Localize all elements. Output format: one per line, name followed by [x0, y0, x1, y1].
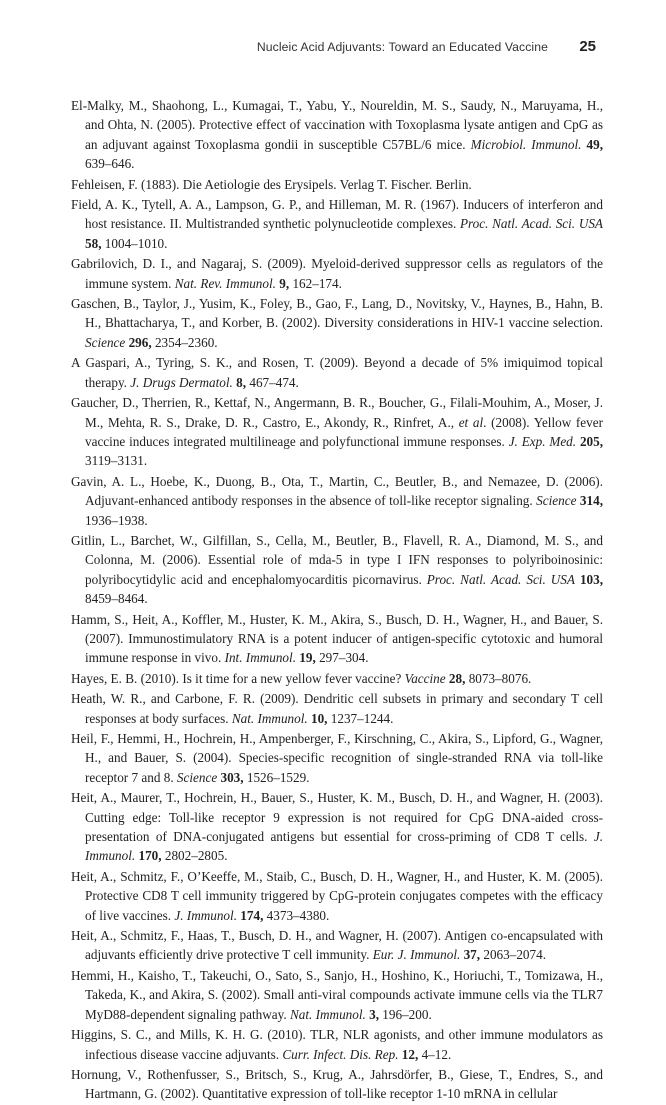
reference-journal: Nat. Immunol.: [231, 710, 308, 726]
reference-journal: Curr. Infect. Dis. Rep.: [282, 1046, 399, 1062]
reference-text: Heath, W. R., and Carbone, F. R. (2009). Dendritic cell subsets in primary and secondary T cell responses at body surfaces.: [71, 691, 603, 726]
reference-entry: [71, 531, 603, 609]
reference-entry: [71, 294, 603, 352]
reference-volume: 174,: [240, 907, 264, 923]
reference-text: Heit, A., Schmitz, F., O’Keeffe, M., Staib, C., Busch, D. H., Wagner, H., and Huster, K. M. (2005). Protective CD8 T cell immunity triggered by CpG-protein conjugates competes with the efficacy of live vaccines.: [71, 868, 603, 923]
reference-etal: et al: [458, 414, 484, 430]
reference-journal: J. Drugs Dermatol.: [130, 374, 233, 390]
reference-entry: [71, 472, 603, 530]
reference-volume: 58,: [85, 235, 102, 251]
reference-entry: [71, 353, 603, 392]
reference-volume: 49,: [586, 136, 604, 152]
reference-pages: 467–474.: [246, 374, 299, 390]
reference-journal: Int. Immunol.: [224, 650, 296, 666]
reference-entry: [71, 1025, 603, 1064]
reference-text2: . (2008). Yellow fever vaccine induces integrated multilineage and polyfunctional immune responses.: [85, 414, 603, 449]
reference-volume: 3,: [369, 1006, 379, 1022]
reference-journal: Science: [536, 493, 577, 509]
reference-volume: 37,: [463, 947, 481, 963]
reference-volume: 19,: [299, 650, 316, 666]
reference-journal: Microbiol. Immunol.: [470, 136, 582, 152]
reference-entry: [71, 254, 603, 293]
reference-text: Gitlin, L., Barchet, W., Gilfillan, S., Cella, M., Beutler, B., Flavell, R. A., Diamond, M. S., and Colonna, M. (2006). Essential role of mda-5 in type I IFN responses to polyriboinosinic: polyribocytidylic acid and encephalomyocarditis picornavirus.: [71, 532, 603, 587]
reference-journal: J. Immunol.: [85, 829, 603, 864]
reference-text: Hornung, V., Rothenfusser, S., Britsch, S., Krug, A., Jahrsdörfer, B., Giese, T., Endres, S., and Hartmann, G. (2002). Quantitative expression of toll-like receptor 1-10 mRNA in cellular: [71, 1066, 603, 1102]
reference-volume: 12,: [401, 1046, 419, 1062]
reference-entry: [71, 610, 603, 668]
running-title: Nucleic Acid Adjuvants: Toward an Educated Vaccine: [256, 40, 548, 54]
page-number: 25: [579, 38, 596, 55]
reference-text: Fehleisen, F. (1883). Die Aetiologie des Erysipels. Verlag T. Fischer. Berlin.: [71, 176, 472, 192]
reference-text: Gabrilovich, D. I., and Nagaraj, S. (2009). Myeloid-derived suppressor cells as regulators of the immune system.: [71, 256, 603, 291]
reference-journal: Science: [85, 334, 126, 350]
reference-volume: 28,: [448, 670, 466, 686]
reference-volume: 9,: [279, 275, 290, 291]
reference-pages: 196–200.: [379, 1006, 432, 1022]
reference-text: Heil, F., Hemmi, H., Hochrein, H., Ampenberger, F., Kirschning, C., Akira, S., Lipford, G., Wagner, H., and Bauer, S. (2004). Species-specific recognition of single-stranded RNA via toll-like receptor 7 and 8.: [71, 731, 603, 785]
reference-pages: 1936–1938.: [85, 512, 148, 528]
reference-pages: 3119–3131.: [85, 453, 148, 469]
reference-journal: J. Exp. Med.: [508, 433, 577, 449]
reference-text: Field, A. K., Tytell, A. A., Lampson, G. P., and Hilleman, M. R. (1967). Inducers of interferon and host resistance. II. Multistranded synthetic polynucleotide complexes.: [71, 197, 603, 232]
reference-volume: 296,: [128, 334, 152, 350]
reference-pages: 1004–1010.: [101, 235, 168, 251]
reference-entry: [71, 689, 603, 728]
reference-entry: [71, 966, 603, 1024]
reference-entry: [71, 669, 603, 688]
reference-entry: [71, 195, 603, 253]
reference-entry: [71, 926, 603, 965]
reference-text: Hayes, E. B. (2010). Is it time for a new yellow fever vaccine?: [71, 670, 405, 686]
reference-list: [71, 96, 603, 1105]
reference-text: Gavin, A. L., Hoebe, K., Duong, B., Ota, T., Martin, C., Beutler, B., and Nemazee, D. (2006). Adjuvant-enhanced antibody responses in the absence of toll-like receptor signaling.: [71, 473, 603, 509]
page-header: [0, 38, 666, 58]
reference-text: A Gaspari, A., Tyring, S. K., and Rosen, T. (2009). Beyond a decade of 5% imiquimod topical therapy.: [71, 355, 603, 390]
reference-entry: [71, 729, 603, 787]
reference-pages: 297–304.: [315, 650, 369, 666]
reference-pages: 4373–4380.: [263, 907, 330, 923]
reference-volume: 170,: [138, 848, 162, 864]
reference-pages: 1237–1244.: [327, 710, 394, 726]
reference-volume: 314,: [579, 493, 603, 509]
reference-journal: Nat. Immunol.: [289, 1006, 366, 1022]
reference-journal: Proc. Natl. Acad. Sci. USA: [426, 571, 575, 587]
reference-entry: [71, 788, 603, 866]
reference-text: Higgins, S. C., and Mills, K. H. G. (2010). TLR, NLR agonists, and other immune modulators as infectious disease vaccine adjuvants.: [71, 1027, 603, 1062]
reference-pages: 8073–8076.: [465, 670, 532, 686]
reference-journal: Eur. J. Immunol.: [372, 947, 461, 963]
reference-entry: [71, 1065, 603, 1104]
reference-entry: [71, 175, 603, 194]
reference-journal: J. Immunol.: [174, 907, 237, 923]
reference-pages: 2354–2360.: [151, 334, 218, 350]
reference-journal: Proc. Natl. Acad. Sci. USA: [459, 216, 603, 232]
reference-pages: 162–174.: [289, 275, 342, 291]
reference-text: El-Malky, M., Shaohong, L., Kumagai, T., Yabu, Y., Noureldin, M. S., Saudy, N., Maruyama, H., and Ohta, N. (2005). Protective effect of vaccination with Toxoplasma lysate antigen and CpG as an adjuvant against Toxoplasma gondii in susceptible C57BL/6 mice.: [71, 98, 603, 152]
reference-pages: 1526–1529.: [243, 769, 310, 785]
reference-text: Gaschen, B., Taylor, J., Yusim, K., Foley, B., Gao, F., Lang, D., Novitsky, V., Haynes, B., Hahn, B. H., Bhattacharya, T., and Korber, B. (2002). Diversity considerations in HIV-1 vaccine selection.: [71, 296, 603, 331]
reference-entry: [71, 96, 603, 174]
reference-pages: 4–12.: [418, 1046, 452, 1062]
reference-text: Hamm, S., Heit, A., Koffler, M., Huster, K. M., Akira, S., Busch, D. H., Wagner, H., and Bauer, S. (2007). Immunostimulatory RNA is a potent inducer of antigen-specific cytotoxic and humoral immune response in vivo.: [71, 611, 603, 666]
reference-pages: 8459–8464.: [85, 591, 148, 607]
reference-volume: 8,: [236, 374, 247, 390]
reference-volume: 303,: [220, 769, 244, 785]
reference-pages: 639–646.: [85, 156, 135, 172]
reference-journal: Vaccine: [404, 670, 446, 686]
reference-volume: 10,: [310, 710, 328, 726]
reference-entry: [71, 867, 603, 925]
reference-pages: 2063–2074.: [480, 947, 546, 963]
reference-text: Gaucher, D., Therrien, R., Kettaf, N., Angermann, B. R., Boucher, G., Filali-Mouhim, A., Moser, J. M., Mehta, R. S., Drake, D. R., Castro, E., Akondy, R., Rinfret, A.,: [71, 395, 603, 430]
reference-text: Heit, A., Maurer, T., Hochrein, H., Bauer, S., Huster, K. M., Busch, D. H., and Wagner, H. (2003). Cutting edge: Toll-like receptor 9 expression is not required for CpG DNA-aided cross-presentation of DNA-conjugated antigens but essential for cross-priming of CD8 T cells.: [71, 790, 603, 845]
reference-volume: 103,: [579, 571, 604, 587]
reference-text: Hemmi, H., Kaisho, T., Takeuchi, O., Sato, S., Sanjo, H., Hoshino, K., Horiuchi, T., Tomizawa, H., Takeda, K., and Akira, S. (2002). Small anti-viral compounds activate immune cells via the TLR7 MyD88-dependent signaling pathway.: [71, 967, 603, 1022]
reference-journal: Science: [176, 769, 218, 785]
reference-entry: [71, 393, 603, 471]
reference-journal: Nat. Rev. Immunol.: [174, 275, 276, 291]
reference-pages: 2802–2805.: [161, 848, 228, 864]
reference-text: Heit, A., Schmitz, F., Haas, T., Busch, D. H., and Wagner, H. (2007). Antigen co-encapsulated with adjuvants efficiently drive protective T cell immunity.: [71, 928, 603, 963]
reference-volume: 205,: [579, 433, 604, 449]
